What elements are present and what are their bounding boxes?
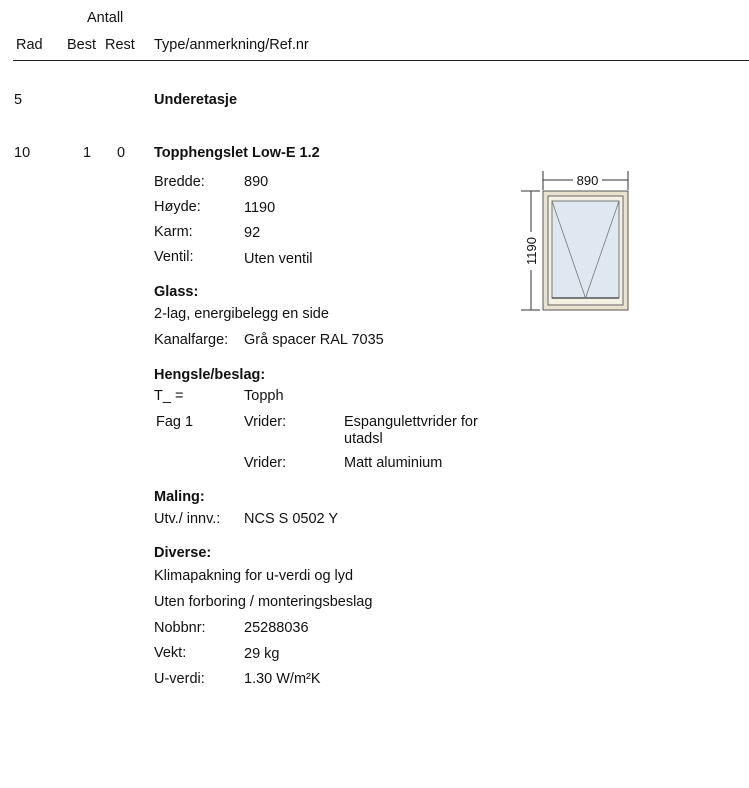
glass-line: 2-lag, energibelegg en side — [154, 306, 329, 322]
hengsle-t-value: Topph — [244, 388, 284, 404]
spec-label: Bredde: — [154, 174, 205, 190]
item-best: 1 — [83, 145, 92, 161]
diverse-line: Klimapakning for u-verdi og lyd — [154, 568, 354, 584]
header-divider — [13, 60, 749, 61]
fag-label: Fag 1 — [156, 414, 194, 430]
item-rest: 0 — [117, 145, 126, 161]
spec-label: Karm: — [154, 224, 193, 240]
vekt-label: Vekt: — [154, 645, 187, 661]
vekt-value: 29 kg — [244, 646, 280, 662]
section-rad: 5 — [14, 92, 23, 108]
spec-value: 890 — [244, 174, 269, 190]
hengsle-t-label: T_ = — [154, 388, 184, 404]
window-glass — [552, 201, 619, 298]
kanalfarge-value: Grå spacer RAL 7035 — [244, 332, 384, 348]
vrider-value-line2: utadsl — [344, 431, 383, 447]
nobbnr-value: 25288036 — [244, 620, 309, 636]
section-title: Underetasje — [154, 92, 238, 108]
header-antall: Antall — [87, 10, 124, 26]
u-verdi-label: U-verdi: — [154, 671, 205, 687]
glass-heading: Glass: — [154, 284, 199, 300]
vrider-label: Vrider: — [244, 414, 287, 430]
maling-label: Utv./ innv.: — [154, 511, 221, 527]
hengsle-heading: Hengsle/beslag: — [154, 367, 266, 383]
header-rest: Rest — [105, 37, 135, 53]
window-drawing — [515, 168, 640, 314]
spec-label: Høyde: — [154, 199, 201, 215]
vrider-value-line1: Espangulettvrider for — [344, 414, 478, 430]
maling-heading: Maling: — [154, 489, 205, 505]
kanalfarge-label: Kanalfarge: — [154, 332, 229, 348]
spec-label: Ventil: — [154, 249, 194, 265]
header-type: Type/anmerkning/Ref.nr — [154, 37, 309, 53]
header-best: Best — [67, 37, 97, 53]
u-verdi-value: 1.30 W/m²K — [244, 671, 321, 687]
spec-value: 1190 — [244, 200, 276, 216]
spec-value: Uten ventil — [244, 251, 313, 267]
height-dimension-label: 1190 — [524, 237, 539, 265]
item-title: Topphengslet Low-E 1.2 — [154, 145, 320, 161]
vrider-value: Matt aluminium — [344, 455, 443, 471]
width-dimension-label: 890 — [576, 173, 599, 188]
item-rad: 10 — [14, 145, 31, 161]
diverse-line: Uten forboring / monteringsbeslag — [154, 594, 373, 610]
header-rad: Rad — [16, 37, 43, 53]
vrider-label: Vrider: — [244, 455, 287, 471]
spec-value: 92 — [244, 225, 261, 241]
nobbnr-label: Nobbnr: — [154, 620, 206, 636]
diverse-heading: Diverse: — [154, 545, 212, 561]
maling-value: NCS S 0502 Y — [244, 511, 339, 527]
